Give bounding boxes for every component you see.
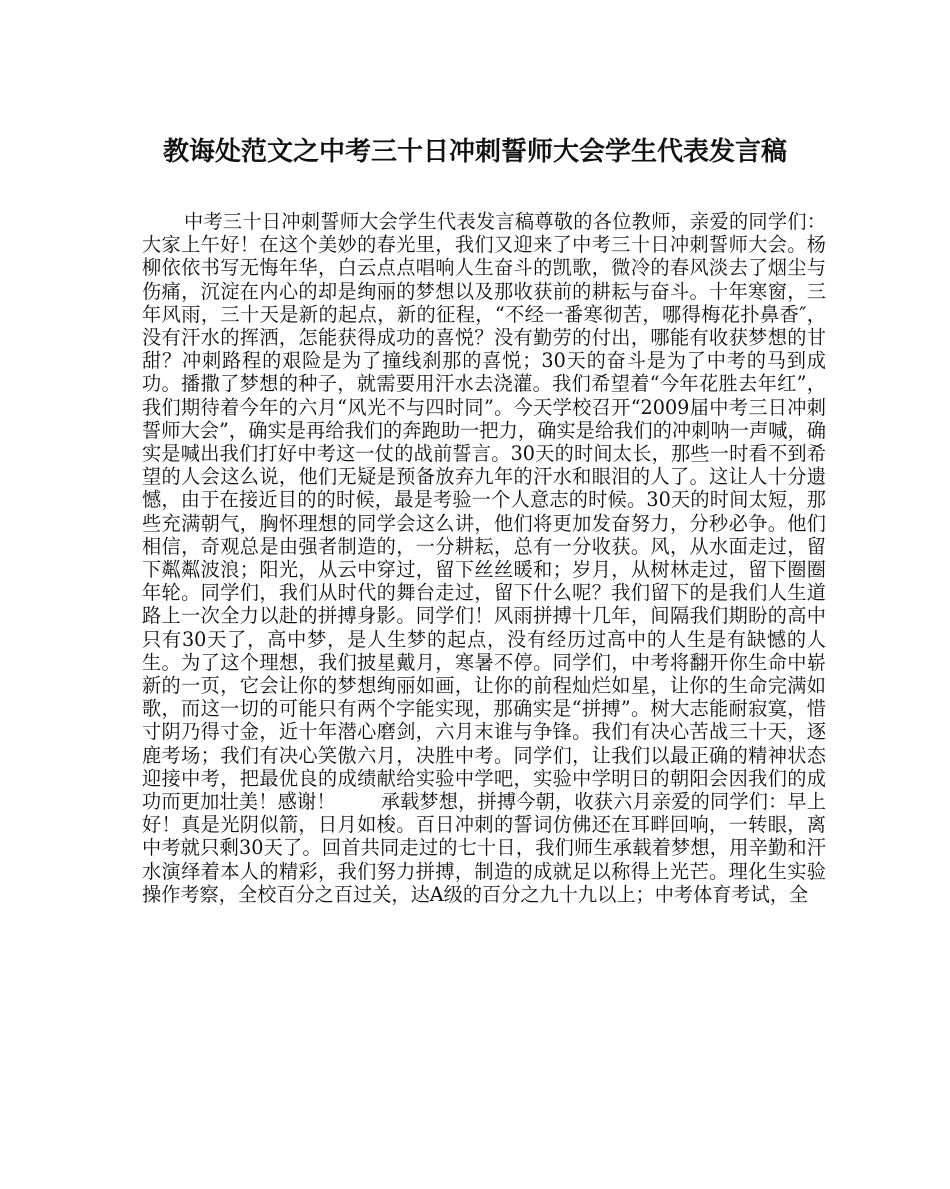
document-body-paragraph: 中考三十日冲刺誓师大会学生代表发言稿尊敬的各位教师，亲爱的同学们：大家上午好！在这个美妙的春光里，我们又迎来了中考三十日冲刺誓师大会。杨柳依依书写无悔年华，白云点点唱响人生奋斗的凯歌，微冷的春风淡去了烟尘与伤痛，沉淀在内心的却是绚丽的梦想以及那收获前的耕耘与奋斗。十年寒窗，三年风雨，三十天是新的起点，新的征程，“不经一番寒彻苦，哪得梅花扑鼻香″，没有汗水的挥洒，怎能获得成功的喜悦？没有勤劳的付出，哪能有收获梦想的甘甜？冲刺路程的艰险是为了撞线刹那的喜悦；30天的奋斗是为了中考的马到成功。播撒了梦想的种子，就需要用汗水去浇灌。我们希望着“今年花胜去年红”，我们期待着今年的六月“风光不与四时同”。今天学校召开“2009届中考三日冲刺誓师大会”，确实是再给我们的奔跑助一把力，确实是给我们的冲刺呐一声喊，确实是喊出我们打好中考这一仗的战前誓言。30天的时间太长，那些一时看不到希望的人会这么说，他们无疑是预备放弃九年的汗水和眼泪的人了。这让人十分遗憾，由于在接近目的的时候，最是考验一个人意志的时候。30天的时间太短，那些充满朝气，胸怀理想的同学会这么讲，他们将更加发奋努力，分秒必争。他们相信，奇观总是由强者制造的，一分耕耘，总有一分收获。风，从水面走过，留下粼粼波浪；阳光，从云中穿过，留下丝丝暖和；岁月，从树林走过，留下圈圈年轮。同学们，我们从时代的舞台走过，留下什么呢？我们留下的是我们人生道路上一次全力以赴的拼搏身影。同学们！风雨拼搏十几年，间隔我们期盼的高中只有30天了，高中梦，是人生梦的起点，没有经历过高中的人生是有缺憾的人生。为了这个理想，我们披星戴月，寒暑不停。同学们，中考将翻开你生命中崭新的一页，它会让你的梦想绚丽如画，让你的前程灿烂如星，让你的生命完满如歌，而这一切的可能只有两个字能实现，那确实是“拼搏”。树大志能耐寂寞，惜寸阴乃得寸金，近十年潜心磨剑，六月末谁与争锋。我们有决心苦战三十天，逐鹿考场；我们有决心笑傲六月，决胜中考。同学们，让我们以最正确的精神状态迎接中考，把最优良的成绩献给实验中学吧，实验中学明日的朝阳会因我们的成功而更加壮美！感谢！ 承载梦想，拼搏今朝，收获六月亲爱的同学们：早上好！真是光阴似箭，日月如梭。百日冲刺的誓词仿佛还在耳畔回响，一转眼，离中考就只剩30天了。回首共同走过的七十日，我们师生承载着梦想，用辛勤和汗水演绎着本人的精彩，我们努力拼搏，制造的成就足以称得上光芒。理化生实验操作考察，全校百分之百过关，达A级的百分之九十九以上；中考体育考试，全 — [142, 210, 826, 906]
document-title: 教诲处范文之中考三十日冲刺誓师大会学生代表发言稿 — [162, 137, 787, 167]
